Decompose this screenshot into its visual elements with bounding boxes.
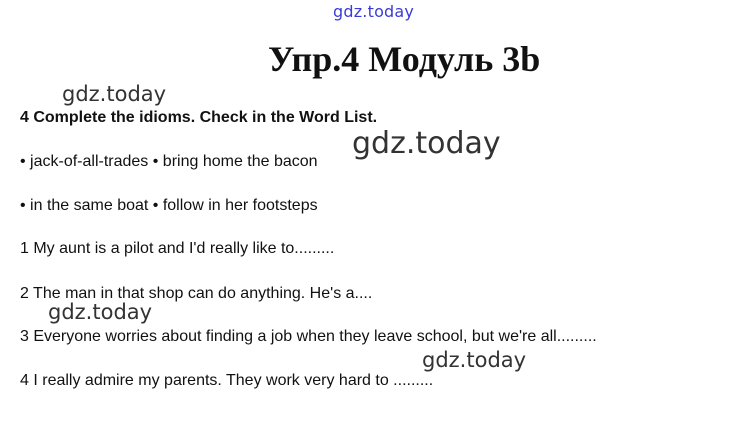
word-box-line: • in the same boat • follow in her footsteps bbox=[20, 197, 318, 214]
watermark: gdz.today bbox=[48, 300, 153, 324]
sentence-item: 3 Everyone worries about finding a job when they leave school, but we're all......... bbox=[20, 328, 597, 345]
sentence-item: 4 I really admire my parents. They work very hard to ......... bbox=[20, 372, 434, 389]
sentence-item: 2 The man in that shop can do anything. He's a.... bbox=[20, 285, 373, 302]
watermark-top: gdz.today bbox=[333, 2, 415, 21]
watermark: gdz.today bbox=[422, 348, 527, 372]
watermark: gdz.today bbox=[352, 126, 501, 161]
exercise-instruction: 4 Complete the idioms. Check in the Word List. bbox=[20, 109, 378, 126]
sentence-item: 1 My aunt is a pilot and I'd really like to......... bbox=[20, 240, 335, 257]
word-box-line: • jack-of-all-trades • bring home the bacon bbox=[20, 153, 318, 170]
page-title: Упр.4 Модуль 3b bbox=[268, 39, 541, 79]
watermark: gdz.today bbox=[62, 82, 167, 106]
